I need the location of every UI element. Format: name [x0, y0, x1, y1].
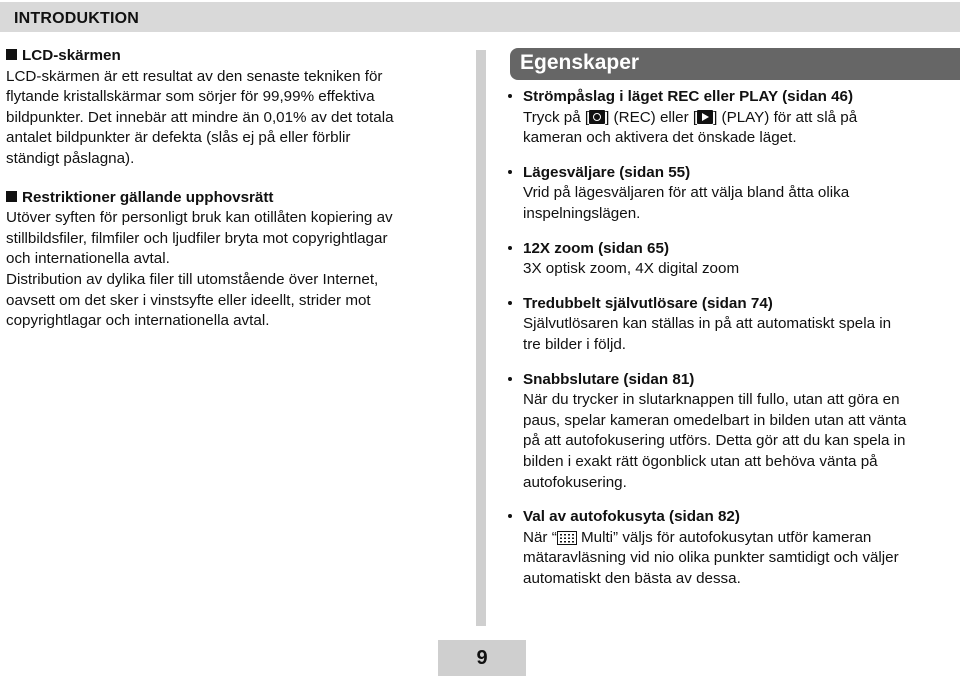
feature-body-line: paus, spelar kameran omedelbart in bilden utan att vänta: [523, 411, 907, 429]
bullet-icon: [508, 94, 512, 98]
feature-body-line: på att autofokusering utförs. Detta gör att du kan spela in: [523, 432, 906, 450]
feature-body-line: automatiskt den bästa av dessa.: [523, 569, 741, 587]
feature-title: Strömpåslag i läget REC eller PLAY (sidan 46): [523, 88, 854, 105]
copyright-line: Utöver syften för personligt bruk kan otillåten kopiering av: [6, 209, 393, 227]
feature-item: [508, 294, 953, 356]
feature-body-line: kameran och aktivera det önskade läget.: [523, 129, 797, 147]
bullet-icon: [508, 246, 512, 250]
feature-body-line: 3X optisk zoom, 4X digital zoom: [523, 260, 740, 278]
header-bar: [0, 2, 960, 32]
feature-body-line: autofokusering.: [523, 473, 627, 491]
bullet-icon: [508, 377, 512, 381]
feature-item: [508, 507, 953, 589]
feature-title: 12X zoom (sidan 65): [523, 239, 670, 257]
feature-body-line: mätaravläsning vid nio olika punkter samtidigt och väljer: [523, 549, 899, 567]
feature-body-line: Självutlösaren kan ställas in på att automatiskt spela in: [523, 315, 892, 333]
feature-body-line: När du trycker in slutarknappen till fullo, utan att göra en: [523, 391, 900, 409]
feature-body-line: När “ Multi” väljs för autofokusytan utför kameran: [523, 528, 872, 546]
feature-title: Lägesväljare (sidan 55): [523, 163, 691, 181]
lcd-line: ständigt påslagna).: [6, 149, 135, 167]
multi-af-icon: [557, 531, 577, 545]
feature-body-line: inspelningslägen.: [523, 204, 641, 222]
play-icon: [697, 110, 713, 124]
feature-body-line: bilden i exakt rätt ögonblick utan att behöva vänta på: [523, 452, 878, 470]
bullet-icon: [508, 514, 512, 518]
lcd-line: antalet bildpunkter är defekta (slås ej på eller förblir: [6, 129, 351, 147]
lcd-heading: LCD-skärmen: [6, 46, 461, 67]
lcd-line: flytande kristallskärmar som sörjer för 99,99% effektiva: [6, 88, 375, 106]
copyright-line: Distribution av dylika filer till utomstående över Internet,: [6, 270, 379, 288]
feature-title: Tredubbelt självutlösare (sidan 74): [523, 294, 773, 312]
copyright-heading: Restriktioner gällande upphovsrätt: [6, 188, 461, 209]
feature-title: Snabbslutare (sidan 81): [523, 370, 695, 388]
bullet-icon: [508, 301, 512, 305]
bullet-icon: [508, 170, 512, 174]
left-column: [6, 46, 461, 332]
feature-body-line: Vrid på lägesväljaren för att välja bland åtta olika: [523, 184, 850, 202]
feature-item: [508, 370, 953, 494]
page-section-title: INTRODUKTION: [14, 10, 140, 27]
page-number-box: [438, 640, 526, 676]
feature-item: [508, 239, 953, 280]
feature-body-line: Tryck på [ ] (REC) eller [ ] (PLAY) för att slå på: [523, 108, 858, 126]
copyright-line: oavsett om det sker i vinstsyfte eller ideellt, strider mot: [6, 291, 371, 309]
egenskaper-title: Egenskaper: [520, 51, 640, 74]
column-divider: [476, 50, 486, 626]
feature-body-line: tre bilder i följd.: [523, 335, 626, 353]
copyright-line: och internationella avtal.: [6, 250, 170, 268]
feature-item: [508, 163, 953, 225]
camera-icon: [589, 110, 605, 124]
square-bullet-icon: [6, 49, 17, 60]
feature-list: [508, 87, 953, 603]
copyright-line: copyrightlagar och internationella avtal.: [6, 312, 270, 330]
feature-title: Val av autofokusyta (sidan 82): [523, 508, 740, 526]
lcd-line: bildpunkter. Det innebär att mindre än 0,01% av det totala: [6, 108, 394, 126]
page-number: 9: [476, 647, 488, 669]
lcd-line: LCD-skärmen är ett resultat av den senaste tekniken för: [6, 67, 383, 85]
feature-item: [508, 87, 953, 149]
copyright-line: stillbildsfiler, filmfiler och ljudfiler bryta mot copyrightlagar: [6, 229, 388, 247]
square-bullet-icon: [6, 191, 17, 202]
